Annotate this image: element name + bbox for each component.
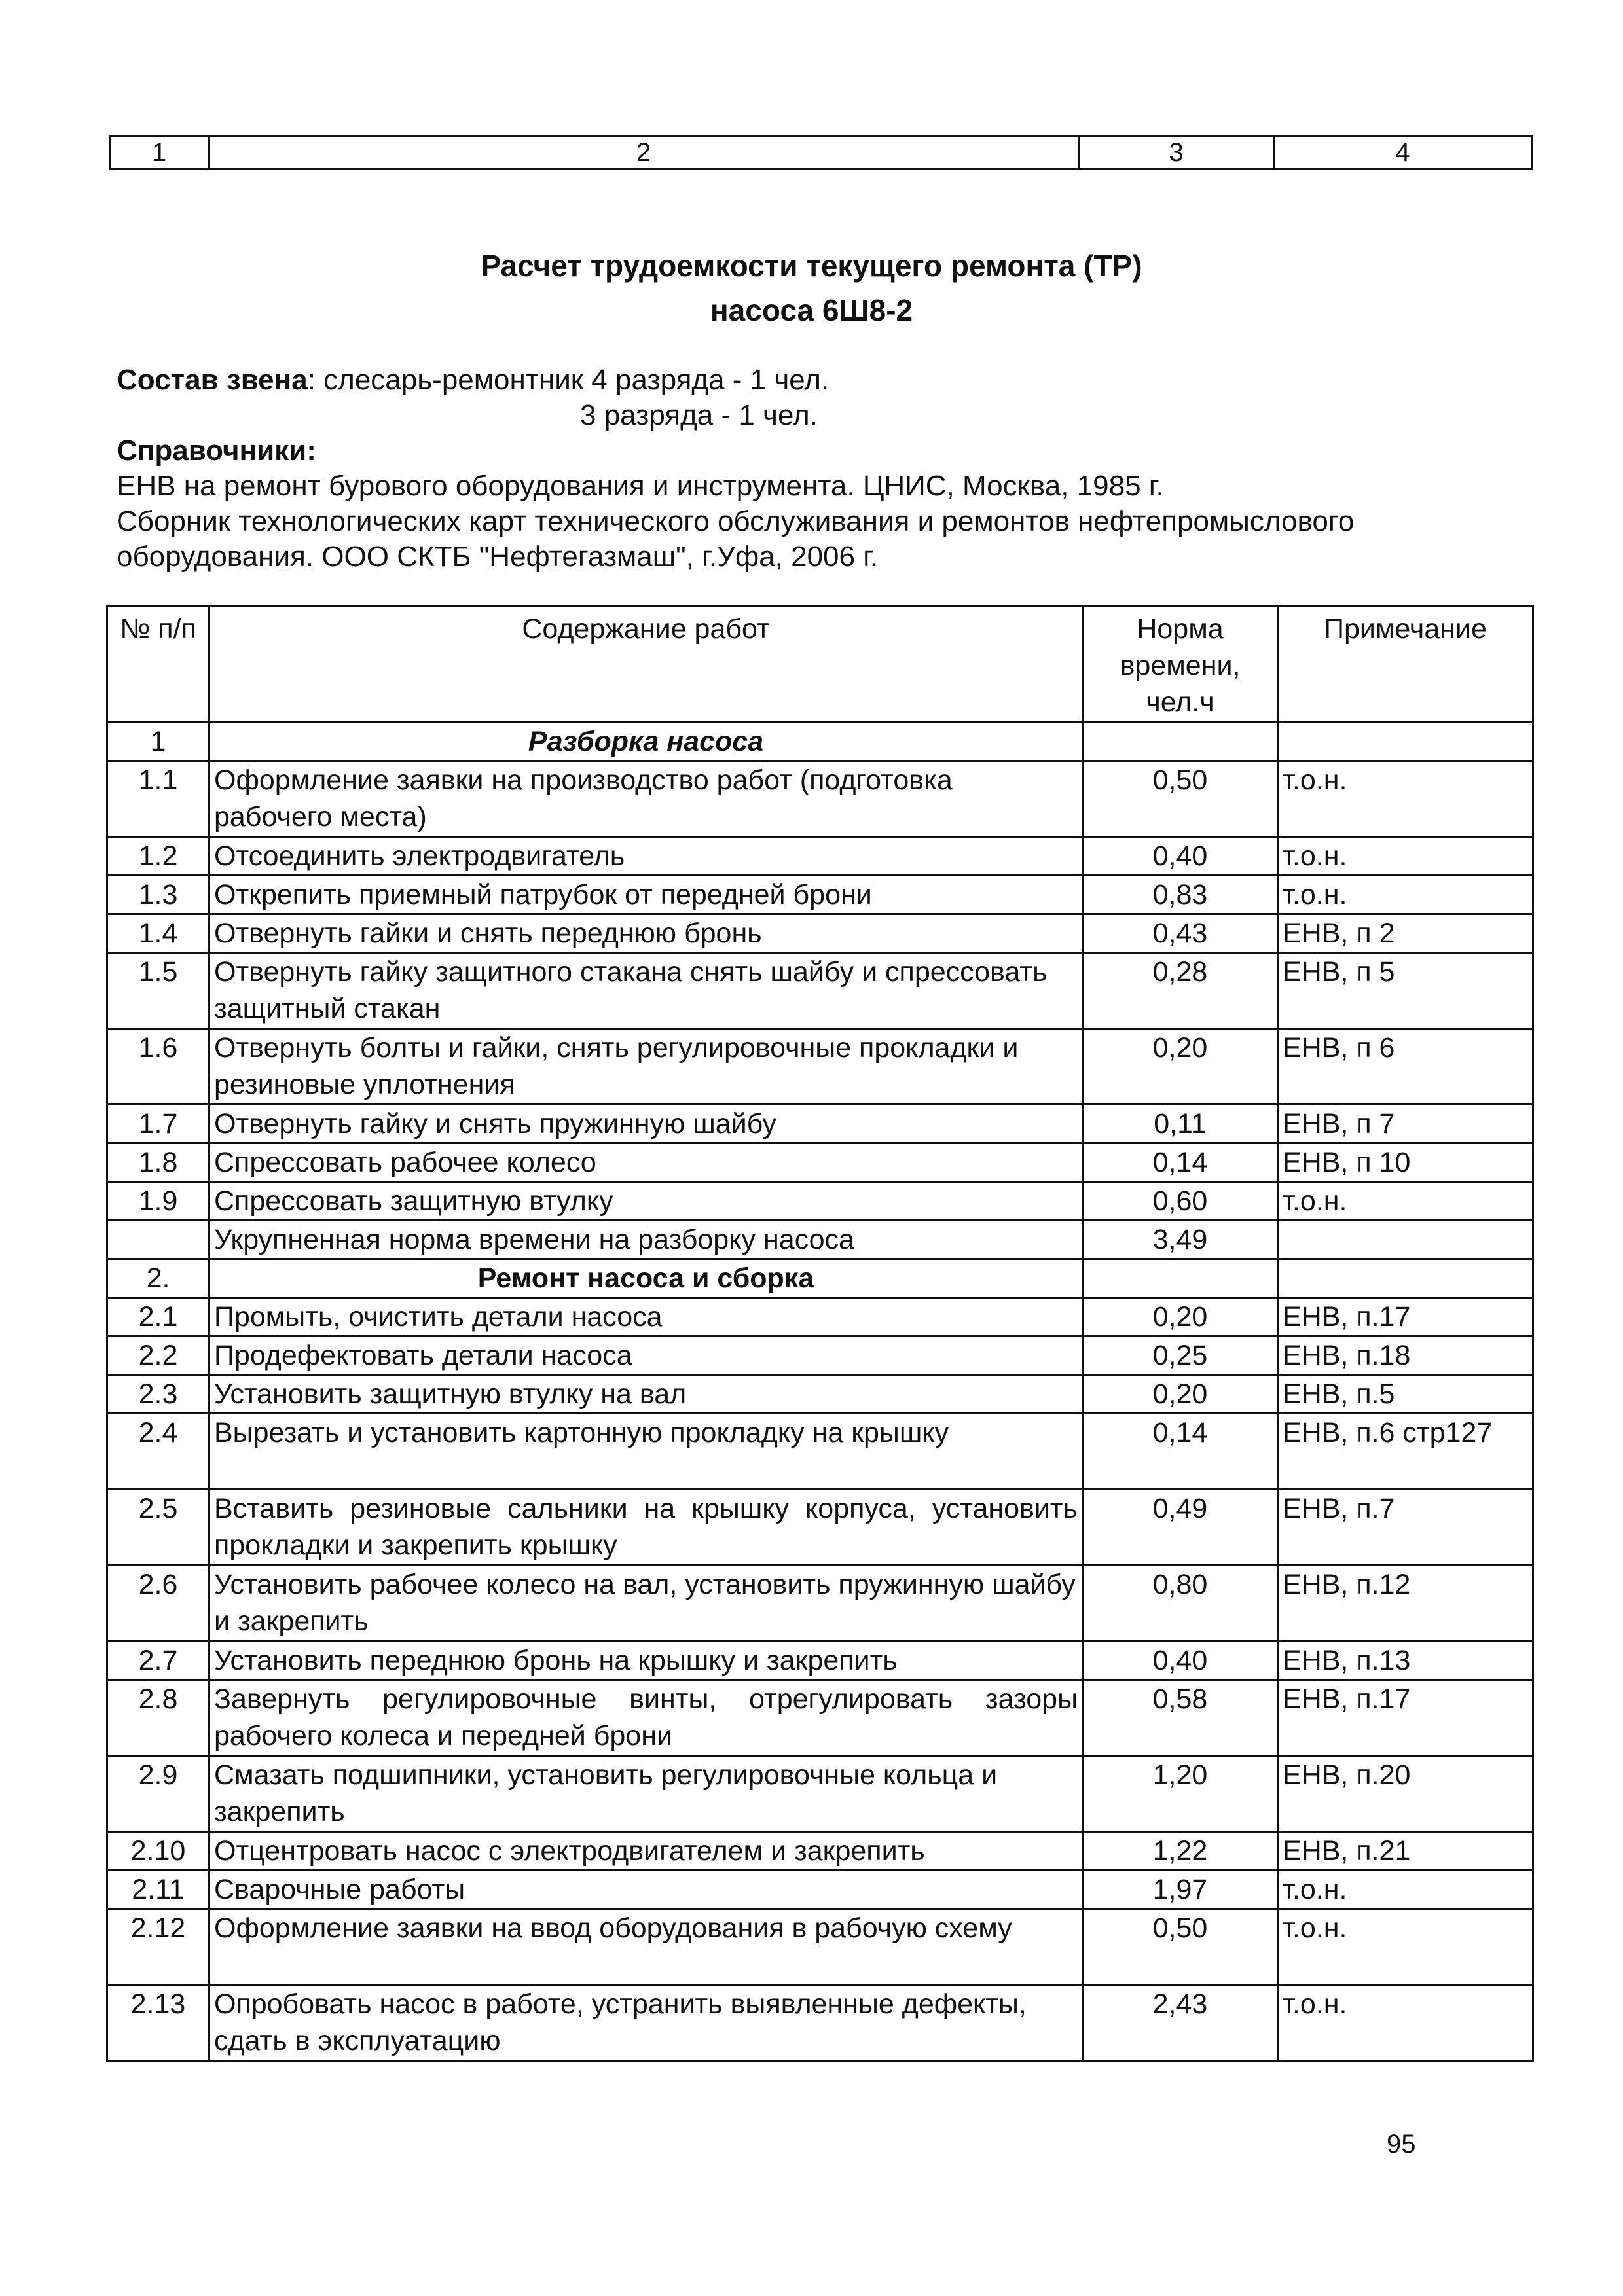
table-row (107, 1414, 1533, 1490)
column-number-strip (109, 135, 1533, 170)
row-number: 2.9 (107, 1756, 210, 1832)
table-row (107, 914, 1533, 953)
row-text: Установить защитную втулку на вал (210, 1375, 1083, 1414)
table-row (107, 1029, 1533, 1105)
row-note: ЕНВ, п.5 (1278, 1375, 1533, 1414)
row-note: т.о.н. (1278, 1909, 1533, 1985)
crew-line (117, 363, 1544, 398)
crew-line-2: 3 разряда - 1 чел. (580, 399, 818, 431)
page-number: 95 (1387, 2130, 1416, 2159)
row-norm: 0,58 (1083, 1680, 1278, 1756)
row-text: Спрессовать защитную втулку (210, 1182, 1083, 1221)
row-number: 1.6 (107, 1029, 210, 1105)
reference-line: Сборник технологических карт технического обслуживания и ремонтов нефтепромыслового (117, 505, 1355, 537)
row-number: 1 (107, 723, 210, 761)
table-row (107, 1566, 1533, 1641)
row-note: ЕНВ, п 10 (1278, 1143, 1533, 1182)
labor-table (106, 605, 1534, 2062)
row-number: 2.5 (107, 1490, 210, 1566)
table-row (107, 1490, 1533, 1566)
row-text: Установить рабочее колесо на вал, установить пружинную шайбу и закрепить (210, 1566, 1083, 1641)
row-number: 2.1 (107, 1298, 210, 1336)
row-note: т.о.н. (1278, 1182, 1533, 1221)
table-row (107, 1143, 1533, 1182)
row-norm (1083, 723, 1278, 761)
row-note (1278, 723, 1533, 761)
row-norm: 3,49 (1083, 1221, 1278, 1259)
row-text: Оформление заявки на производство работ (подготовка рабочего места) (210, 761, 1083, 837)
table-row (107, 1641, 1533, 1680)
row-number: 2.13 (107, 1985, 210, 2061)
row-text: Сварочные работы (210, 1871, 1083, 1909)
row-norm: 0,60 (1083, 1182, 1278, 1221)
row-text: Отвернуть гайку и снять пружинную шайбу (210, 1105, 1083, 1143)
row-text: Установить переднюю бронь на крышку и закрепить (210, 1641, 1083, 1680)
row-norm: 1,22 (1083, 1832, 1278, 1871)
row-number: 2. (107, 1259, 210, 1298)
row-number: 2.7 (107, 1641, 210, 1680)
column-number: 3 (1079, 136, 1274, 170)
row-note (1278, 1259, 1533, 1298)
row-number: 2.2 (107, 1336, 210, 1375)
crew-text: : слесарь-ремонтник 4 разряда - 1 чел. (307, 364, 830, 396)
row-number: 1.7 (107, 1105, 210, 1143)
table-row (107, 1259, 1533, 1298)
column-number: 2 (209, 136, 1079, 170)
row-note: ЕНВ, п.7 (1278, 1490, 1533, 1566)
row-note: ЕНВ, п.17 (1278, 1680, 1533, 1756)
row-text: Отвернуть гайку защитного стакана снять шайбу и спрессовать защитный стакан (210, 953, 1083, 1029)
row-text: Продефектовать детали насоса (210, 1336, 1083, 1375)
row-norm: 0,25 (1083, 1336, 1278, 1375)
row-note: ЕНВ, п.13 (1278, 1641, 1533, 1680)
row-text: Открепить приемный патрубок от передней брони (210, 876, 1083, 914)
reference-line: ЕНВ на ремонт бурового оборудования и инструмента. ЦНИС, Москва, 1985 г. (117, 470, 1164, 502)
row-note: ЕНВ, п.20 (1278, 1756, 1533, 1832)
table-row (107, 876, 1533, 914)
row-text: Разборка насоса (210, 723, 1083, 761)
row-number: 2.10 (107, 1832, 210, 1871)
row-norm: 0,28 (1083, 953, 1278, 1029)
row-note: ЕНВ, п.6 стр127 (1278, 1414, 1533, 1490)
row-number: 1.9 (107, 1182, 210, 1221)
row-number: 1.4 (107, 914, 210, 953)
table-row (107, 837, 1533, 876)
row-number: 2.8 (107, 1680, 210, 1756)
table-row (107, 1832, 1533, 1871)
row-norm (1083, 1259, 1278, 1298)
row-number (107, 1221, 210, 1259)
row-norm: 0,43 (1083, 914, 1278, 953)
row-number: 2.12 (107, 1909, 210, 1985)
row-note: ЕНВ, п.12 (1278, 1566, 1533, 1641)
column-number: 1 (110, 136, 209, 170)
row-text: Вырезать и установить картонную прокладку на крышку (210, 1414, 1083, 1490)
table-row (107, 761, 1533, 837)
row-norm: 0,20 (1083, 1375, 1278, 1414)
row-text: Вставить резиновые сальники на крышку корпуса, установить прокладки и закрепить крышку (210, 1490, 1083, 1566)
row-number: 1.1 (107, 761, 210, 837)
row-note: ЕНВ, п.18 (1278, 1336, 1533, 1375)
row-norm: 0,49 (1083, 1490, 1278, 1566)
row-text: Спрессовать рабочее колесо (210, 1143, 1083, 1182)
row-note: ЕНВ, п 7 (1278, 1105, 1533, 1143)
reference-line: оборудования. ООО СКТБ "Нефтегазмаш", г.Уфа, 2006 г. (117, 541, 879, 573)
row-text: Промыть, очистить детали насоса (210, 1298, 1083, 1336)
table-row (107, 1298, 1533, 1336)
table-row (107, 1909, 1533, 1985)
row-norm: 2,43 (1083, 1985, 1278, 2061)
header-num: № п/п (107, 606, 210, 723)
row-norm: 0,83 (1083, 876, 1278, 914)
row-text: Отвернуть болты и гайки, снять регулировочные прокладки и резиновые уплотнения (210, 1029, 1083, 1105)
table-row (107, 1221, 1533, 1259)
table-row (107, 1105, 1533, 1143)
row-norm: 0,20 (1083, 1298, 1278, 1336)
row-number: 2.3 (107, 1375, 210, 1414)
document-meta (117, 363, 1544, 575)
table-row (107, 723, 1533, 761)
row-text: Завернуть регулировочные винты, отрегулировать зазоры рабочего колеса и передней брони (210, 1680, 1083, 1756)
row-note: т.о.н. (1278, 876, 1533, 914)
row-norm: 0,40 (1083, 837, 1278, 876)
row-number: 2.11 (107, 1871, 210, 1909)
table-row (107, 1680, 1533, 1756)
row-norm: 0,80 (1083, 1566, 1278, 1641)
page-title (0, 243, 1623, 332)
row-note: т.о.н. (1278, 761, 1533, 837)
row-norm: 0,20 (1083, 1029, 1278, 1105)
header-norm: Норма времени, чел.ч (1083, 606, 1278, 723)
title-line: насоса 6Ш8-2 (710, 293, 913, 327)
row-norm: 0,50 (1083, 1909, 1278, 1985)
row-norm: 0,40 (1083, 1641, 1278, 1680)
row-text: Укрупненная норма времени на разборку насоса (210, 1221, 1083, 1259)
column-number: 4 (1274, 136, 1532, 170)
row-number: 2.6 (107, 1566, 210, 1641)
header-content: Содержание работ (210, 606, 1083, 723)
row-number: 2.4 (107, 1414, 210, 1490)
row-number: 1.2 (107, 837, 210, 876)
row-norm: 0,50 (1083, 761, 1278, 837)
row-norm: 1,97 (1083, 1871, 1278, 1909)
table-row (107, 1336, 1533, 1375)
row-norm: 0,11 (1083, 1105, 1278, 1143)
table-header-row (107, 606, 1533, 723)
row-note: ЕНВ, п.17 (1278, 1298, 1533, 1336)
crew-label: Состав звена (117, 364, 308, 396)
row-note: т.о.н. (1278, 837, 1533, 876)
table-row (107, 1871, 1533, 1909)
row-text: Оформление заявки на ввод оборудования в рабочую схему (210, 1909, 1083, 1985)
row-note (1278, 1221, 1533, 1259)
table-row (107, 1756, 1533, 1832)
row-text: Отцентровать насос с электродвигателем и закрепить (210, 1832, 1083, 1871)
row-note: ЕНВ, п.21 (1278, 1832, 1533, 1871)
table-row (107, 1375, 1533, 1414)
table-row (107, 1985, 1533, 2061)
row-norm: 0,14 (1083, 1414, 1278, 1490)
row-number: 1.3 (107, 876, 210, 914)
references-label: Справочники: (117, 435, 316, 467)
row-note: ЕНВ, п 2 (1278, 914, 1533, 953)
row-note: ЕНВ, п 5 (1278, 953, 1533, 1029)
header-note: Примечание (1278, 606, 1533, 723)
row-note: т.о.н. (1278, 1871, 1533, 1909)
row-norm: 0,14 (1083, 1143, 1278, 1182)
row-text: Отсоединить электродвигатель (210, 837, 1083, 876)
row-text: Смазать подшипники, установить регулировочные кольца и закрепить (210, 1756, 1083, 1832)
row-number: 1.5 (107, 953, 210, 1029)
table-row (107, 1182, 1533, 1221)
row-note: ЕНВ, п 6 (1278, 1029, 1533, 1105)
row-norm: 1,20 (1083, 1756, 1278, 1832)
row-number: 1.8 (107, 1143, 210, 1182)
row-text: Ремонт насоса и сборка (210, 1259, 1083, 1298)
row-note: т.о.н. (1278, 1985, 1533, 2061)
table-row (107, 953, 1533, 1029)
title-line: Расчет трудоемкости текущего ремонта (ТР) (481, 249, 1142, 283)
row-text: Отвернуть гайки и снять переднюю бронь (210, 914, 1083, 953)
row-text: Опробовать насос в работе, устранить выявленные дефекты, сдать в эксплуатацию (210, 1985, 1083, 2061)
